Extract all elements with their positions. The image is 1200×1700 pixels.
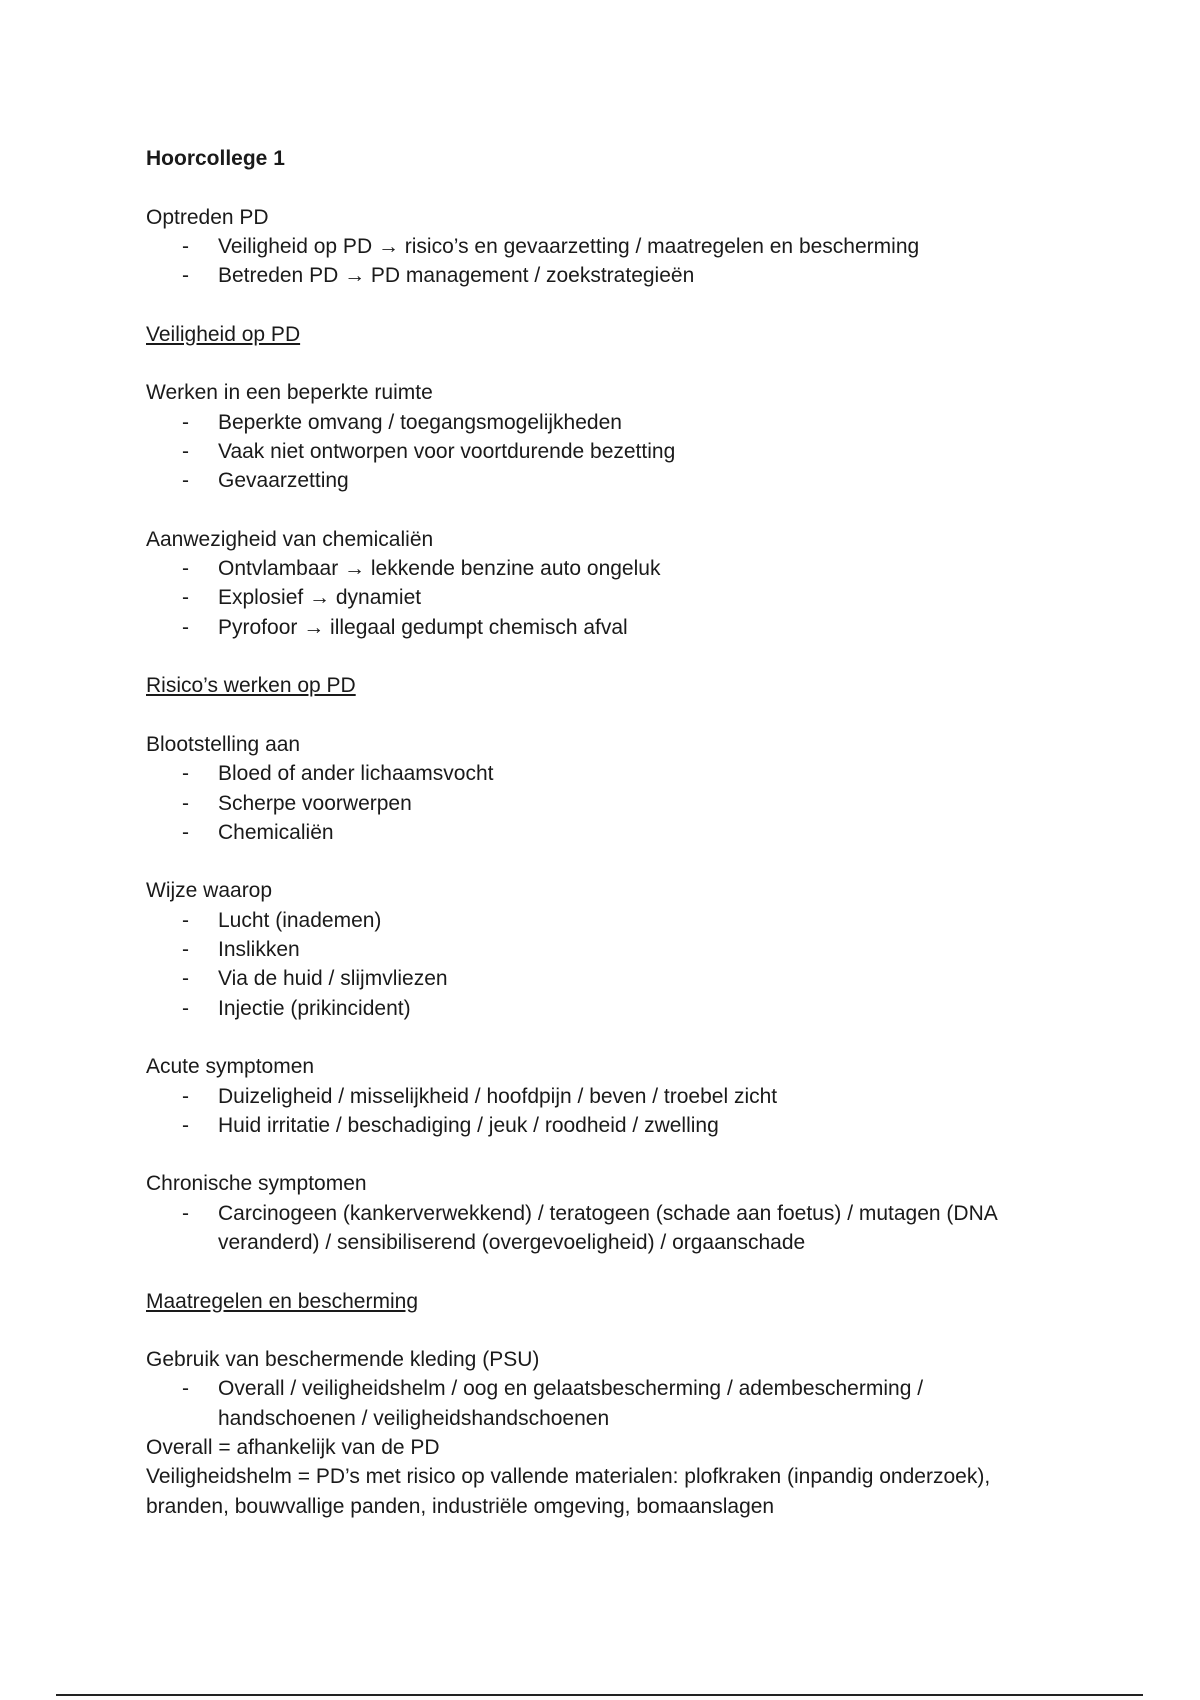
note-overall: Overall = afhankelijk van de PD: [146, 1436, 440, 1460]
spacer: [146, 1023, 1066, 1052]
list-item: [146, 964, 1066, 993]
footer-divider: [56, 1694, 1143, 1696]
bullet-dash: -: [182, 410, 189, 434]
list-item: [146, 935, 1066, 964]
list-item-continuation: [146, 1404, 1066, 1433]
list-item-text: Carcinogeen (kankerverwekkend) / teratogeen (schade aan foetus) / mutagen (DNA: [218, 1201, 998, 1225]
spacer: [146, 1257, 1066, 1286]
spacer: [146, 349, 1066, 378]
list-item-text: Gevaarzetting: [218, 469, 349, 493]
section-label-wijze-waarop: Wijze waarop: [146, 879, 273, 903]
section-label-chronisch: Chronische symptomen: [146, 1172, 367, 1196]
section-label-psu: Gebruik van beschermende kleding (PSU): [146, 1348, 540, 1372]
spacer: [146, 701, 1066, 730]
spacer: [146, 290, 1066, 319]
bullet-dash: -: [182, 938, 189, 962]
list-item: [146, 583, 1066, 612]
bullet-dash: -: [182, 264, 189, 288]
section-label-optreden: Optreden PD: [146, 205, 269, 229]
list-item-text: handschoenen / veiligheidshandschoenen: [218, 1406, 610, 1430]
list-item-text: Veiligheid op PD → risico’s en gevaarzetting / maatregelen en bescherming: [218, 234, 920, 258]
bullet-dash: -: [182, 469, 189, 493]
list-item: [146, 1374, 1066, 1403]
note-veiligheidshelm: Veiligheidshelm = PD’s met risico op vallende materialen: plofkraken (inpandig onderzoek),: [146, 1465, 991, 1489]
spacer: [146, 173, 1066, 202]
spacer: [146, 1140, 1066, 1169]
list-item-text: Bloed of ander lichaamsvocht: [218, 762, 494, 786]
list-item-text: Huid irritatie / beschadiging / jeuk / roodheid / zwelling: [218, 1113, 719, 1137]
bullet-dash: -: [182, 234, 189, 258]
bullet-dash: -: [182, 1377, 189, 1401]
bullet-dash: -: [182, 557, 189, 581]
list-item-text: Overall / veiligheidshelm / oog en gelaatsbescherming / adembescherming /: [218, 1377, 924, 1401]
spacer: [146, 847, 1066, 876]
list-item: [146, 232, 1066, 261]
bullet-dash: -: [182, 820, 189, 844]
bullet-dash: -: [182, 1084, 189, 1108]
section-label-chemicalien: Aanwezigheid van chemicaliën: [146, 527, 434, 551]
heading-risicos: Risico’s werken op PD: [146, 674, 356, 698]
list-item: [146, 437, 1066, 466]
list-item: [146, 1199, 1066, 1228]
bullet-dash: -: [182, 996, 189, 1020]
list-item-continuation: [146, 1228, 1066, 1257]
list-item: [146, 994, 1066, 1023]
list-item-text: Lucht (inademen): [218, 908, 382, 932]
list-item: [146, 613, 1066, 642]
list-item: [146, 466, 1066, 495]
bullet-dash: -: [182, 791, 189, 815]
spacer: [146, 1316, 1066, 1345]
spacer: [146, 642, 1066, 671]
list-item-text: Vaak niet ontworpen voor voortdurende bezetting: [218, 439, 676, 463]
bullet-dash: -: [182, 586, 189, 610]
list-item: [146, 906, 1066, 935]
list-item-text: Beperkte omvang / toegangsmogelijkheden: [218, 410, 622, 434]
document-title: Hoorcollege 1: [146, 147, 285, 170]
list-item-text: Explosief → dynamiet: [218, 586, 422, 610]
list-item-text: veranderd) / sensibiliserend (overgevoeligheid) / orgaanschade: [218, 1230, 806, 1254]
note-veiligheidshelm-continuation: branden, bouwvallige panden, industriële omgeving, bomaanslagen: [146, 1494, 775, 1518]
list-item-text: Scherpe voorwerpen: [218, 791, 412, 815]
list-item: [146, 554, 1066, 583]
list-item: [146, 789, 1066, 818]
list-item: [146, 408, 1066, 437]
list-item: [146, 759, 1066, 788]
heading-veiligheid: Veiligheid op PD: [146, 322, 301, 346]
heading-maatregelen: Maatregelen en bescherming: [146, 1289, 418, 1313]
bullet-dash: -: [182, 439, 189, 463]
spacer: [146, 496, 1066, 525]
bullet-dash: -: [182, 1113, 189, 1137]
list-item-text: Inslikken: [218, 938, 300, 962]
list-item: [146, 1082, 1066, 1111]
bullet-dash: -: [182, 615, 189, 639]
list-item-text: Duizeligheid / misselijkheid / hoofdpijn / beven / troebel zicht: [218, 1084, 778, 1108]
section-label-blootstelling: Blootstelling aan: [146, 732, 301, 756]
list-item-text: Injectie (prikincident): [218, 996, 411, 1020]
document-page: [146, 144, 1066, 1521]
bullet-dash: -: [182, 908, 189, 932]
list-item-text: Chemicaliën: [218, 820, 334, 844]
section-label-beperkte-ruimte: Werken in een beperkte ruimte: [146, 381, 433, 405]
list-item: [146, 261, 1066, 290]
bullet-dash: -: [182, 967, 189, 991]
list-item-text: Ontvlambaar → lekkende benzine auto ongeluk: [218, 557, 661, 581]
list-item-text: Betreden PD → PD management / zoekstrategieën: [218, 264, 695, 288]
list-item: [146, 818, 1066, 847]
list-item-text: Pyrofoor → illegaal gedumpt chemisch afval: [218, 615, 628, 639]
bullet-dash: -: [182, 762, 189, 786]
bullet-dash: -: [182, 1201, 189, 1225]
list-item-text: Via de huid / slijmvliezen: [218, 967, 448, 991]
list-item: [146, 1111, 1066, 1140]
section-label-acute: Acute symptomen: [146, 1055, 315, 1079]
